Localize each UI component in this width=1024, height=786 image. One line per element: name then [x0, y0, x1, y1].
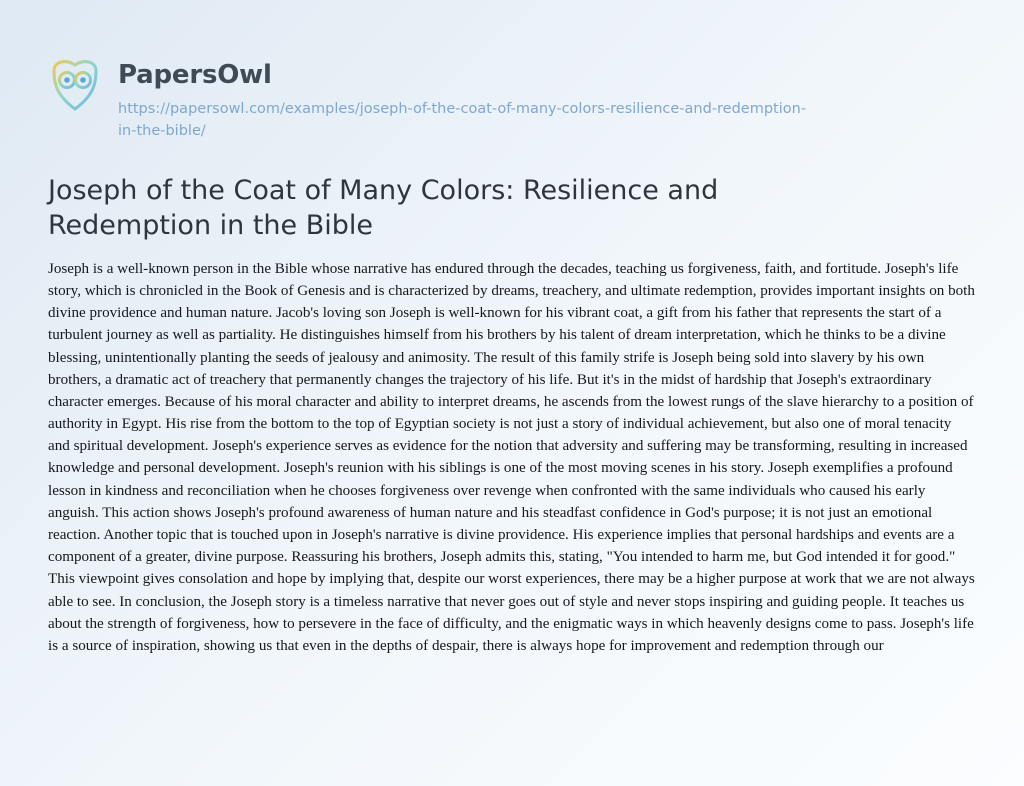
page-title: Joseph of the Coat of Many Colors: Resilience and Redemption in the Bible: [48, 174, 719, 242]
brand-name: PapersOwl: [118, 60, 272, 90]
brand-block: [118, 55, 818, 143]
owl-logo-icon: [44, 55, 106, 117]
site-header: [0, 0, 1024, 143]
source-url[interactable]: https://papersowl.com/examples/joseph-of-the-coat-of-many-colors-resilience-and-redemption-in-the-bible/: [118, 100, 807, 140]
article-body: Joseph is a well-known person in the Bible whose narrative has endured through the decades, teaching us forgiveness, faith, and fortitude. Joseph's life story, which is chronicled in the Book of Genesis and is characterized by dreams, treachery, and ultimate redemption, provides important insights on both divine providence and human nature. Jacob's loving son Joseph is well-known for his vibrant coat, a gift from his father that represents the start of a turbulent journey as well as partiality. He distinguishes himself from his brothers by his talent of dream interpretation, which he thinks to be a divine blessing, unintentionally planting the seeds of jealousy and animosity. The result of this family strife is Joseph being sold into slavery by his own brothers, a dramatic act of treachery that permanently changes the trajectory of his life. But it's in the midst of hardship that Joseph's extraordinary character emerges. Because of his moral character and ability to interpret dreams, he ascends from the lowest rungs of the slave hierarchy to a position of authority in Egypt. His rise from the bottom to the top of Egyptian society is not just a story of individual achievement, but also one of moral tenacity and spiritual development. Joseph's experience serves as evidence for the notion that adversity and suffering may be transforming, resulting in increased knowledge and personal development. Joseph's reunion with his siblings is one of the most moving scenes in his story. Joseph exemplifies a profound lesson in kindness and reconciliation when he chooses forgiveness over revenge when confronted with the same individuals who caused his early anguish. This action shows Joseph's profound awareness of human nature and his steadfast confidence in God's purpose; it is not just an emotional reaction. Another topic that is touched upon in Joseph's narrative is divine providence. His experience implies that personal hardships and events are a component of a greater, divine purpose. Reassuring his brothers, Joseph admits this, stating, "You intended to harm me, but God intended it for good." This viewpoint gives consolation and hope by implying that, despite our worst experiences, there may be a higher purpose at work that we are not always able to see. In conclusion, the Joseph story is a timeless narrative that never goes out of style and never stops inspiring and guiding people. It teaches us about the strength of forgiveness, how to persevere in the face of difficulty, and the enigmatic ways in which heavenly designs come to pass. Joseph's life is a source of inspiration, showing us that even in the depths of despair, there is always hope for improvement and redemption through our: [48, 260, 975, 654]
